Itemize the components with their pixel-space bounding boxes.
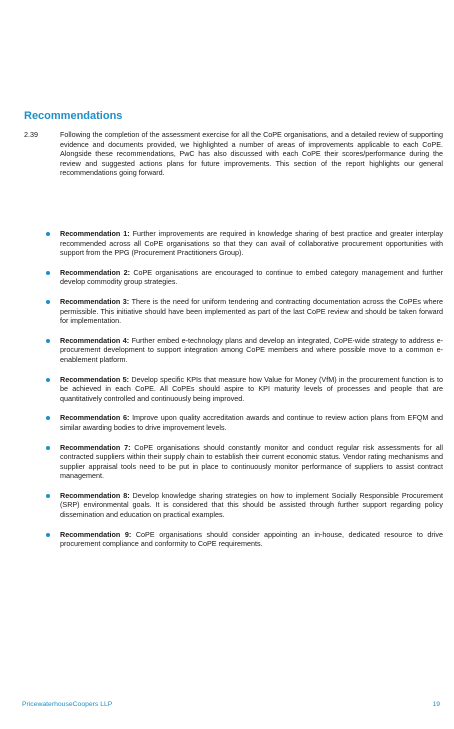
recommendation-item: [46, 229, 443, 258]
recommendation-text: CoPE organisations should constantly monitor and conduct regular risk assessments for all contracted suppliers within their supply chain to establish their current economic status. Vendor rating mechanisms and supplier appraisal tools need to be put in place to continuously monitor performance of suppliers to assist contract management.: [60, 442, 443, 481]
recommendation-item: [46, 413, 443, 432]
intro-paragraph: Following the completion of the assessment exercise for all the CoPE organisations, and a detailed review of supporting evidence and documents provided, we highlighted a number of areas of improvements applicable to each CoPE. Alongside these recommendations, PwC has also discussed with each CoPE their scores/performance during the review and suggested actions plans for future improvements. This section of the report highlights our general recommendations going forward.: [60, 130, 443, 178]
recommendation-item: [46, 268, 443, 287]
bullet-icon: [46, 533, 50, 537]
recommendation-title: Recommendation 6:: [60, 413, 133, 423]
recommendation-text: Develop knowledge sharing strategies on how to implement Socially Responsible Procurement (SRP) environmental goals. It is considered that this should be assisted through further support regarding policy dissemination and education on practical examples.: [60, 490, 443, 520]
bullet-icon: [46, 416, 50, 420]
footer-company: PricewaterhouseCoopers LLP: [22, 701, 113, 708]
recommendation-text: Improve upon quality accreditation awards and continue to review action plans from EFQM and similar awarding bodies to drive improvement levels.: [60, 413, 443, 432]
bullet-icon: [46, 378, 50, 382]
recommendation-title: Recommendation 5:: [60, 374, 132, 384]
recommendation-text: Further embed e-technology plans and develop an integrated, CoPE-wide strategy to address e-procurement development to support integration among CoPE members and where possible move to a common e-enablement platform.: [60, 335, 443, 364]
recommendation-text: There is the need for uniform tendering and contracting documentation across the CoPEs where permissible. This initiative should have been implemented as part of the last CoPE review and should be taken forward for implementation.: [60, 296, 443, 326]
recommendation-title: Recommendation 4:: [60, 335, 132, 345]
recommendation-item: [46, 443, 443, 481]
recommendation-text: Develop specific KPIs that measure how Value for Money (VfM) in the procurement function is to be achieved in each CoPE. All CoPEs should aspire to KPI maturity levels of processes and people that are quantitatively controlled and continuously being improved.: [60, 374, 443, 403]
recommendation-item: [46, 336, 443, 365]
bullet-icon: [46, 232, 50, 236]
paragraph-number: 2.39: [24, 130, 38, 139]
recommendation-item: [46, 530, 443, 549]
recommendation-text: CoPE organisations should consider appointing an in-house, dedicated resource to drive procurement compliance and conformity to CoPE requirements.: [60, 529, 443, 549]
recommendation-item: [46, 491, 443, 520]
recommendation-item: [46, 375, 443, 404]
recommendation-text: CoPE organisations are encouraged to continue to embed category management and further develop commodity group strategies.: [60, 267, 443, 287]
recommendation-title: Recommendation 8:: [60, 490, 133, 500]
bullet-icon: [46, 446, 50, 450]
recommendation-title: Recommendation 2:: [60, 267, 134, 277]
recommendation-text: Further improvements are required in knowledge sharing of best practice and greater interplay recommended across all CoPE organisations so that they can avail of collaborative procurement opportunities with support from the PPG (Procurement Practitioners Group).: [60, 229, 443, 258]
bullet-icon: [46, 494, 50, 498]
section-heading: Recommendations: [24, 110, 123, 122]
recommendation-title: Recommendation 9:: [60, 529, 136, 539]
bullet-icon: [46, 271, 50, 275]
recommendations-list: [46, 229, 443, 559]
recommendation-item: [46, 297, 443, 326]
recommendation-title: Recommendation 3:: [60, 296, 132, 306]
bullet-icon: [46, 339, 50, 343]
recommendation-title: Recommendation 7:: [60, 442, 135, 452]
page-number: 19: [432, 701, 440, 708]
bullet-icon: [46, 300, 50, 304]
recommendation-title: Recommendation 1:: [60, 229, 133, 238]
